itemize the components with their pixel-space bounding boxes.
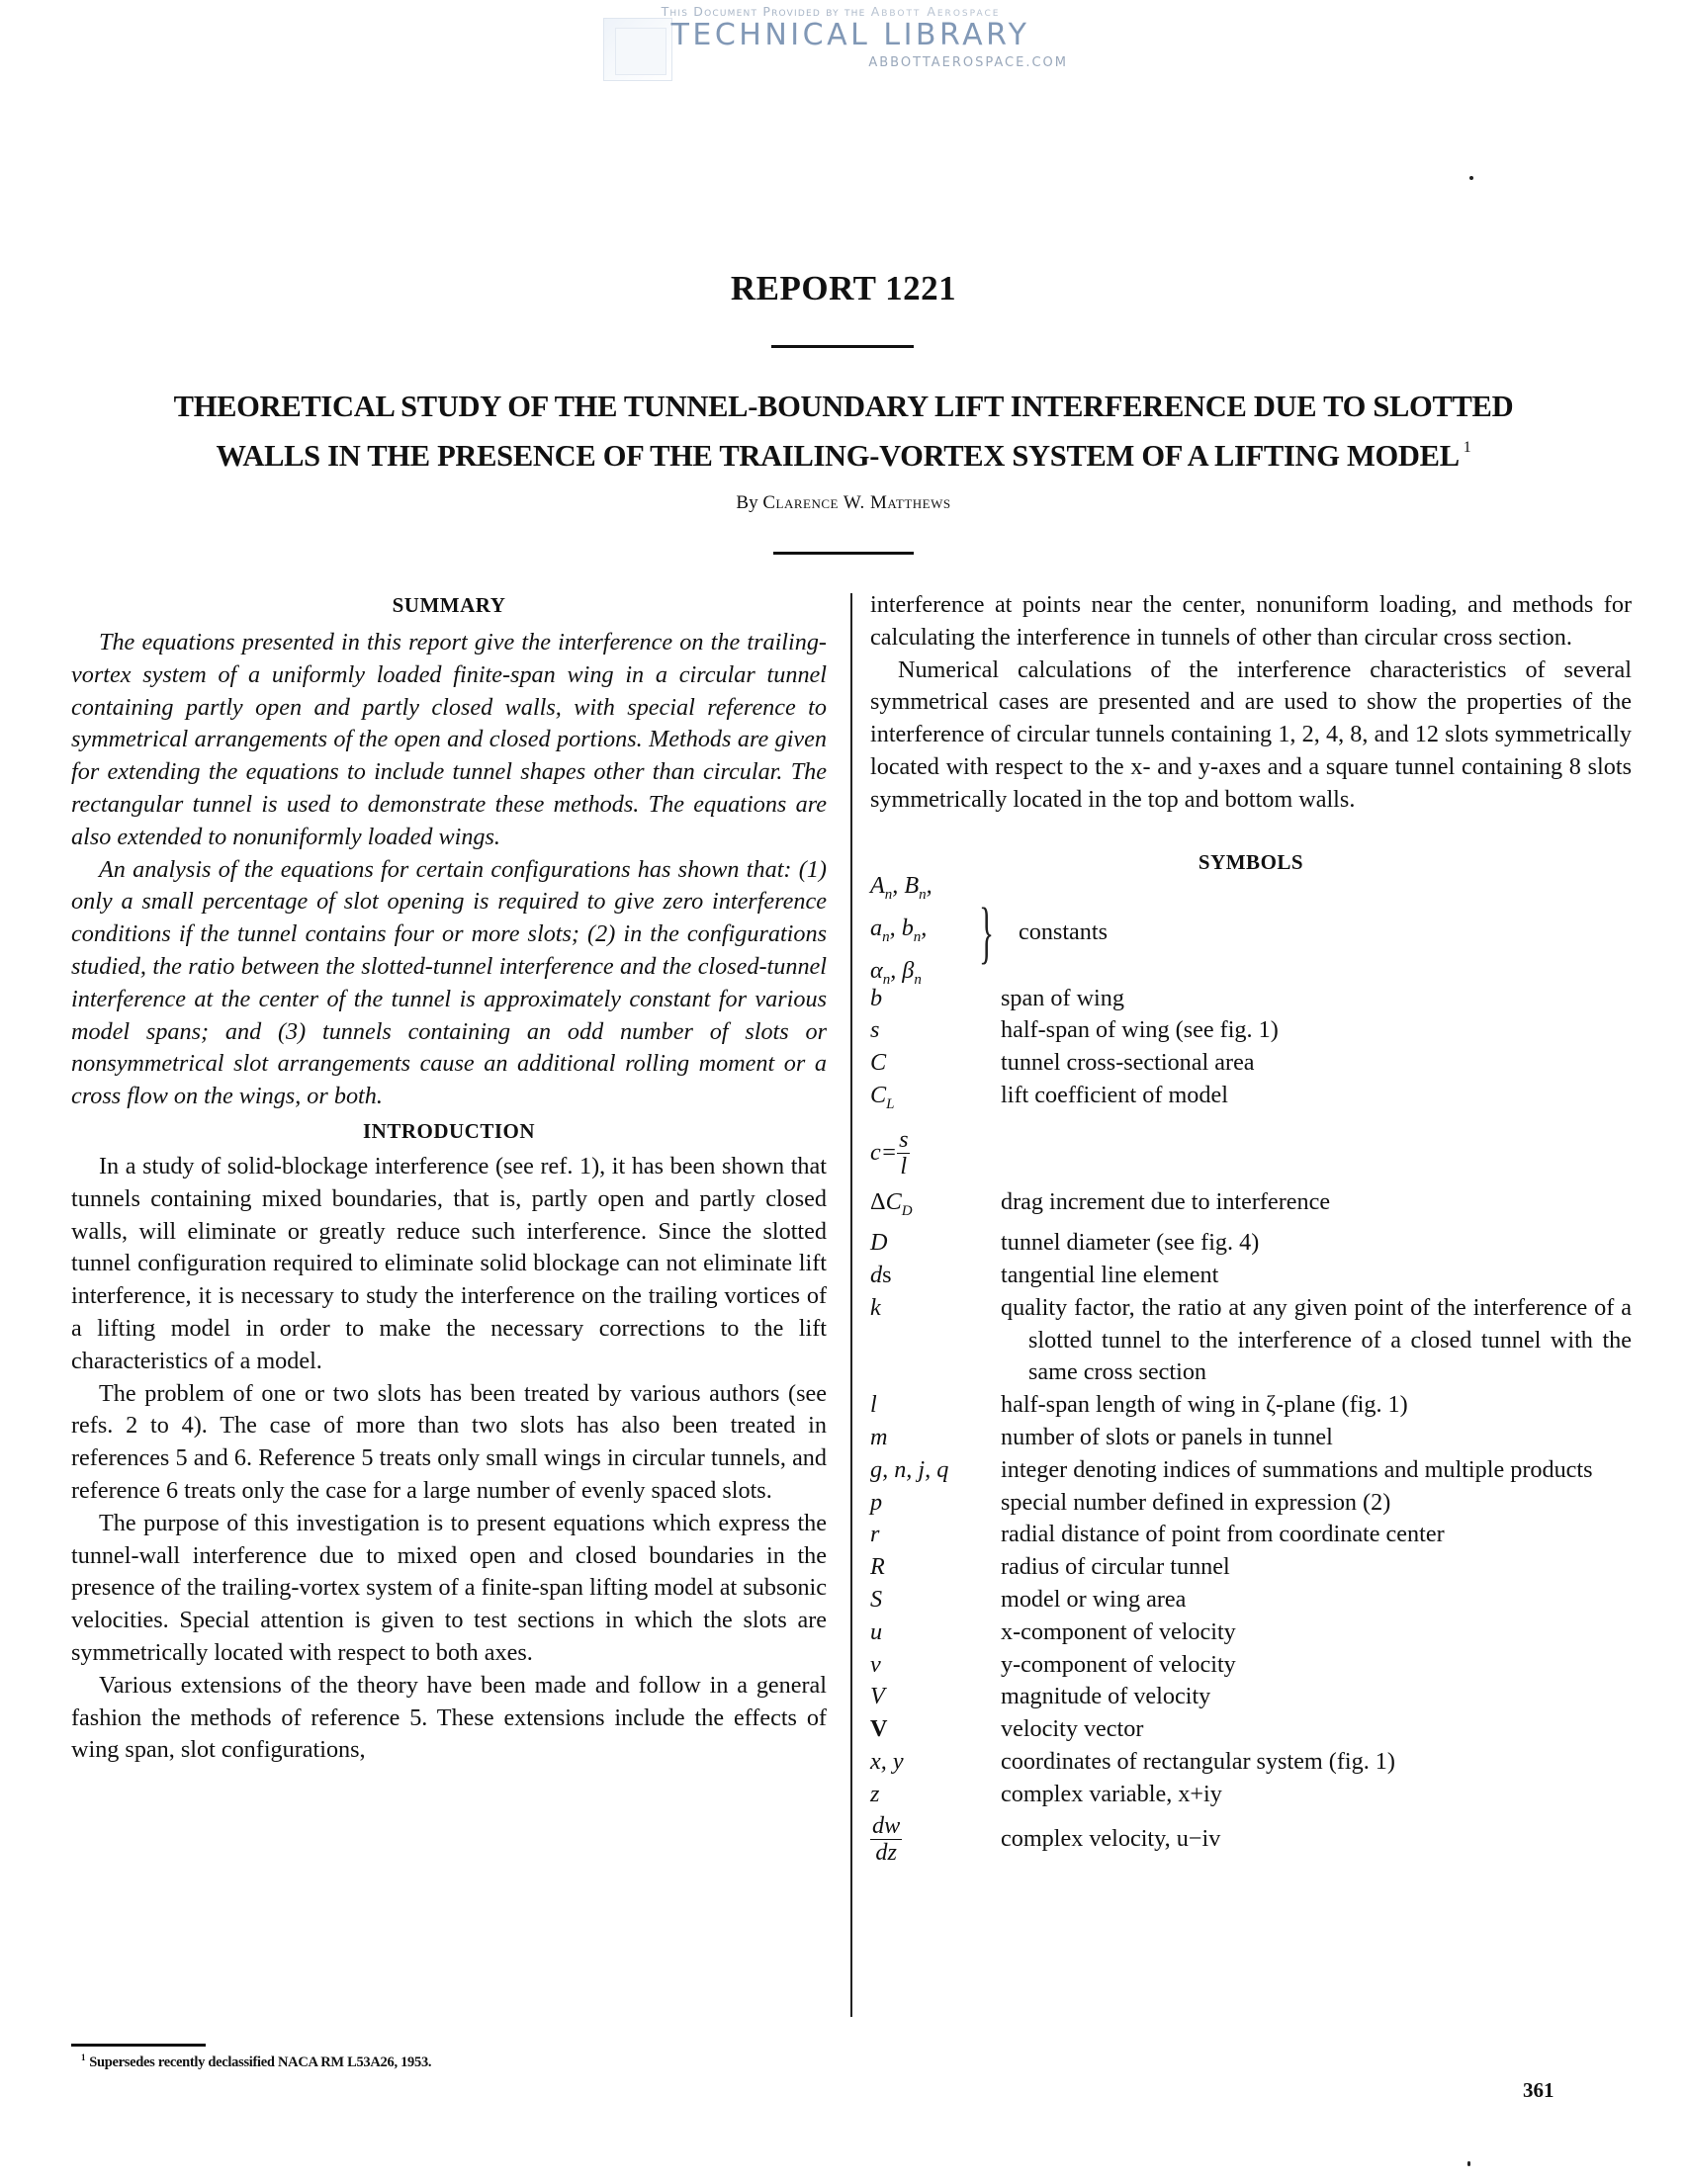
symbol: c= — [870, 1139, 898, 1167]
symbol-row — [870, 1551, 1632, 1584]
symbol-definition: span of wing — [1001, 984, 1124, 1011]
symbol: b — [870, 984, 883, 1011]
symbol-definition: half-span length of wing in ζ-plane (fig. 1) — [1001, 1391, 1408, 1419]
symbol: z — [870, 1780, 880, 1807]
symbol-row — [870, 1080, 1632, 1121]
symbol-definition: tangential line element — [1001, 1262, 1219, 1289]
symbol-definition: radius of circular tunnel — [1001, 1553, 1230, 1581]
header-rule — [771, 345, 914, 348]
symbol-row — [870, 1487, 1632, 1520]
symbol: s — [870, 1016, 880, 1044]
symbol-definition: coordinates of rectangular system (fig. 1) — [1001, 1747, 1395, 1775]
symbol-row — [870, 1681, 1632, 1713]
byline-rule — [773, 552, 914, 555]
symbol — [870, 1813, 1001, 1866]
page-number: 361 — [1523, 2078, 1554, 2102]
symbols-heading: SYMBOLS — [1198, 849, 1304, 874]
symbol-row — [870, 1779, 1632, 1811]
symbol: u — [870, 1617, 883, 1645]
symbol-definition: number of slots or panels in tunnel — [1001, 1424, 1333, 1450]
symbol-definition: y-component of velocity — [1001, 1650, 1236, 1678]
symbol: R — [870, 1553, 885, 1581]
introduction-paragraph: In a study of solid-blockage interference (see ref. 1), it has been shown that tunnels containing mixed boundaries, that is, partly open and partly closed walls, will eliminate or greatly reduce such interference. Since the slotted tunnel configuration required to eliminate solid blockage can not eliminate lift interference, it is necessary to study the interference on the trailing vortices of a lifting model in order to make the necessary corrections to the lift characteristics of a model. — [71, 1152, 827, 1374]
symbol-definition: magnitude of velocity — [1001, 1683, 1211, 1710]
report-number: REPORT 1221 — [730, 269, 957, 307]
title-footnote-mark[interactable]: 1 — [1463, 439, 1471, 456]
symbol-row — [870, 1649, 1632, 1682]
symbol-definition: x-component of velocity — [1001, 1617, 1236, 1645]
symbol-definition: special number defined in expression (2) — [1001, 1488, 1391, 1516]
symbol-definition: drag increment due to interference — [1001, 1187, 1331, 1215]
symbol: l — [870, 1391, 877, 1419]
symbol-constants-group — [870, 869, 979, 996]
right-brace-icon: } — [979, 894, 995, 971]
watermark-brand: Abbott Aerospace — [870, 4, 1001, 19]
symbol: S — [870, 1585, 883, 1613]
symbol: ds — [870, 1262, 892, 1289]
symbol-definition: quality factor, the ratio at any given point of the interference of a slotted tunnel to the interference of a closed tunnel with the same cross section — [1001, 1293, 1632, 1386]
symbol-row — [870, 1422, 1632, 1454]
symbol-row — [870, 1519, 1632, 1551]
symbol: $\Delta C_D$ — [870, 1187, 913, 1219]
paper-title — [59, 386, 1628, 477]
symbol-definition: integer denoting indices of summations and multiple products — [1001, 1455, 1593, 1483]
symbol-definition: lift coefficient of model — [1001, 1081, 1228, 1108]
symbol-definition: complex velocity, u−iv — [1001, 1824, 1221, 1852]
constant-symbols-line: $A_n$, $B_n$, — [870, 872, 932, 904]
symbol-definition: velocity vector — [1001, 1715, 1144, 1743]
author-name: Clarence W. Matthews — [762, 492, 951, 513]
symbol-row — [870, 1260, 1632, 1292]
summary-paragraph: An analysis of the equations for certain configurations has shown that: (1) only a small percentage of slot opening is required to give zero interference conditions if the tunnel contains four or more slots; (2) in the configurations studied, the ratio between the slotted-tunnel interference and the closed-tunnel interference at the center of the tunnel is approximately constant for various model spans; and (3) tunnels containing an odd number of slots or nonsymmetrical slot arrangements cause an additional rolling moment or a cross flow on the wings, or both. — [71, 855, 827, 1110]
summary-heading: SUMMARY — [392, 593, 506, 617]
symbol-row — [870, 1014, 1632, 1047]
watermark-logo — [593, 4, 1068, 83]
left-column — [71, 589, 827, 1767]
symbol: g, n, j, q — [870, 1455, 949, 1483]
watermark-tagline — [593, 4, 1068, 19]
byline — [0, 492, 1687, 514]
byline-prefix: By — [736, 492, 758, 513]
introduction-continued-paragraph: interference at points near the center, nonuniform loading, and methods for calculating the interference in tunnels of other than circular cross section. — [870, 591, 1632, 651]
footnote-mark: 1 — [81, 2053, 86, 2062]
symbol-row — [870, 1746, 1632, 1779]
footnote-text: Supersedes recently declassified NACA RM L53A26, 1953. — [89, 2053, 432, 2070]
symbol: k — [870, 1293, 881, 1321]
symbol-definition: tunnel diameter (see fig. 4) — [1001, 1229, 1260, 1257]
symbol-row-ratio — [870, 1121, 1632, 1186]
symbol-row — [870, 1584, 1632, 1616]
title-line-2-text: WALLS IN THE PRESENCE OF THE TRAILING-VORTEX SYSTEM OF A LIFTING MODEL — [216, 439, 1460, 473]
introduction-heading: INTRODUCTION — [362, 1118, 536, 1143]
summary-paragraph: The equations presented in this report give the interference on the trailing-vortex system of a uniformly loaded finite-span wing in a circular tunnel containing partly open and partly closed walls, with special reference to symmetrical arrangements of the open and closed portions. Methods are given for extending the equations to include tunnel shapes other than circular. The rectangular tunnel is used to demonstrate these methods. The equations are also extended to nonuniformly loaded wings. — [71, 629, 827, 850]
symbol-definition: tunnel cross-sectional area — [1001, 1049, 1255, 1077]
symbol: p — [870, 1488, 883, 1516]
introduction-continued-paragraph: Numerical calculations of the interference characteristics of several symmetrical cases are presented and are used to show the properties of the interference of circular tunnels containing 1, 2, 4, 8, and 12 slots symmetrically located with respect to the x- and y-axes and a square tunnel containing 8 slots symmetrically located in the top and bottom walls. — [870, 655, 1632, 813]
introduction-paragraph: The purpose of this investigation is to present equations which express the tunnel-wall interference due to mixed open and closed boundaries in the presence of the trailing-vortex system of a finite-span lifting model at subsonic velocities. Special attention is given to test sections in which the slots are symmetrically located with respect to both axes. — [71, 1509, 827, 1666]
symbol-row — [870, 1227, 1632, 1260]
symbols-list — [870, 872, 1632, 1866]
constant-symbols-line: $a_n$, $b_n$, — [870, 915, 928, 945]
watermark-site: ABBOTTAEROSPACE.COM — [868, 55, 1068, 70]
symbol-definition: complex variable, x+iy — [1001, 1780, 1222, 1807]
symbol-row — [870, 1292, 1632, 1389]
introduction-paragraph: The problem of one or two slots has been treated by various authors (see refs. 2 to 4). The case of more than two slots has also been treated in references 5 and 6. Reference 5 treats only small wings in circular tunnels, and reference 6 treats only the case for a large number of evenly spaced slots. — [71, 1379, 827, 1504]
column-divider — [850, 593, 852, 2017]
symbol-row — [870, 1389, 1632, 1422]
introduction-paragraph: Various extensions of the theory have been made and follow in a general fashion the methods of reference 5. These extensions include the effects of wing span, slot configurations, — [71, 1671, 827, 1764]
fraction-dw-over-dz: $\frac{dw}{dz}$ — [872, 1811, 901, 1866]
symbol: D — [870, 1229, 888, 1257]
footnote — [81, 2053, 431, 2071]
symbol-definition: constants — [1019, 918, 1109, 946]
scan-speck — [1469, 176, 1473, 180]
symbol: v — [870, 1650, 881, 1678]
right-column — [870, 589, 1632, 1866]
watermark-tagline-prefix: This Document Provided by the — [661, 4, 866, 19]
watermark-title: TECHNICAL LIBRARY — [670, 18, 1030, 52]
footnote-rule — [71, 2044, 206, 2047]
symbol-row — [870, 1047, 1632, 1080]
symbol-row — [870, 983, 1632, 1015]
symbol: V — [870, 1683, 885, 1710]
symbol: x, y — [870, 1747, 904, 1775]
symbol-definition: half-span of wing (see fig. 1) — [1001, 1016, 1279, 1044]
symbol-row — [870, 1813, 1632, 1866]
constant-symbols-line: $\alpha_n$, $\beta_n$ — [870, 957, 922, 988]
symbol: V — [870, 1715, 888, 1743]
scan-speck — [1467, 2161, 1470, 2166]
title-line-2 — [59, 427, 1628, 477]
symbol-row — [870, 1616, 1632, 1649]
symbol: m — [870, 1424, 888, 1450]
symbol-definition: radial distance of point from coordinate center — [1001, 1521, 1445, 1548]
symbol-row-constants — [870, 872, 1632, 988]
symbol-definition: model or wing area — [1001, 1585, 1187, 1613]
symbol-row — [870, 1713, 1632, 1746]
symbol-row — [870, 1186, 1632, 1228]
symbol: $C_L$ — [870, 1081, 895, 1112]
fraction-s-over-l: $\frac{s}{l}$ — [899, 1126, 909, 1180]
title-line-1: THEORETICAL STUDY OF THE TUNNEL-BOUNDARY LIFT INTERFERENCE DUE TO SLOTTED — [173, 390, 1514, 423]
symbol: C — [870, 1049, 887, 1077]
symbol: r — [870, 1521, 880, 1548]
symbol-row — [870, 1454, 1632, 1487]
